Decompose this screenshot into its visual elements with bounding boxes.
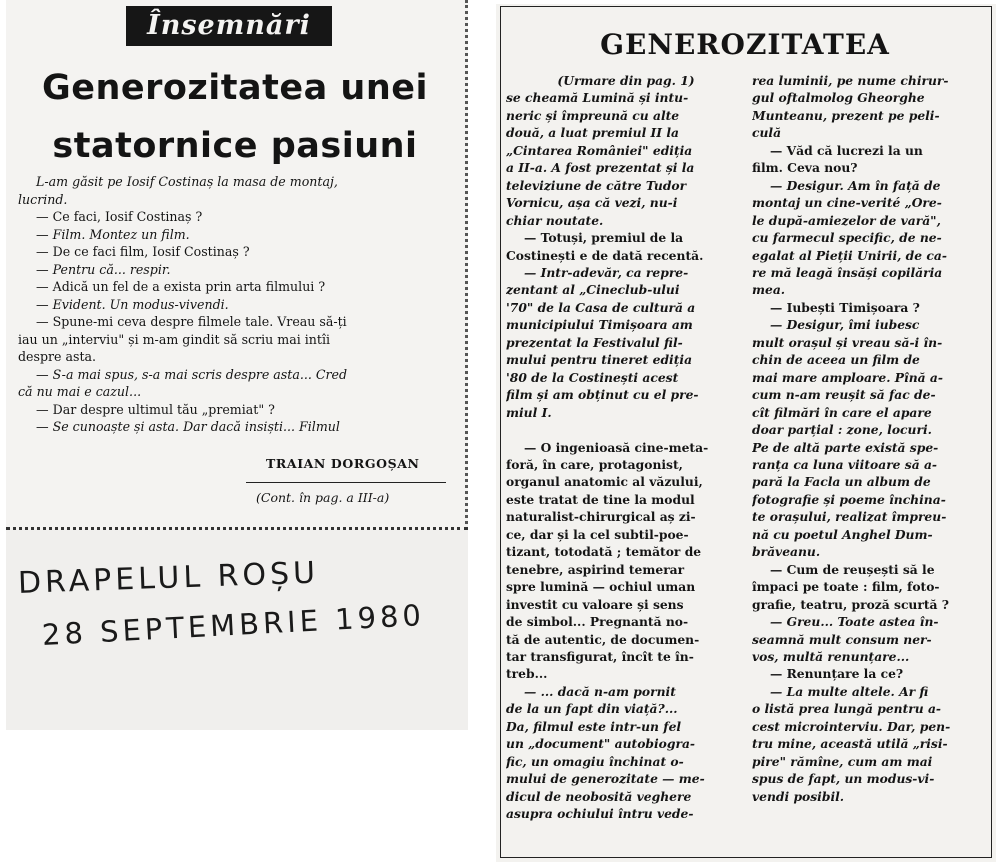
column-line: re mă leagă însăși copilăria xyxy=(752,264,943,280)
column-line: Pe de altă parte există spe- xyxy=(752,439,939,455)
column-line: — Văd că lucrezi la un xyxy=(770,142,923,158)
column-line: dicul de neobosită veghere xyxy=(506,788,692,804)
column-line: televiziune de către Tudor xyxy=(506,177,687,193)
column-line: treb... xyxy=(506,666,548,682)
column-line: brăveanu. xyxy=(752,544,821,560)
column-line: este tratat de tine la modul xyxy=(506,491,695,507)
article-line: — Dar despre ultimul tău „premiat" ? xyxy=(36,401,275,417)
column-line: mai mare amploare. Pînă a- xyxy=(752,369,943,385)
column-line: Costinești e de dată recentă. xyxy=(506,247,704,263)
column-line: fotografie și poeme închina- xyxy=(752,491,946,507)
column-line: se cheamă Lumină și intu- xyxy=(506,90,689,106)
column-line: „Cintarea României" ediția xyxy=(506,142,693,158)
column-line: tizant, totodată ; temător de xyxy=(506,544,702,560)
column-line: — Greu... Toate astea în- xyxy=(770,614,939,630)
column-line: '70" de la Casa de cultură a xyxy=(506,299,696,315)
article-line: — Pentru că... respir. xyxy=(36,261,171,277)
handwritten-publication: DRAPELUL ROȘU xyxy=(17,555,320,601)
article-line: — S-a mai spus, s-a mai scris despre asta... Cred xyxy=(36,366,348,382)
column-line: tar transfigurat, încît te în- xyxy=(506,648,694,664)
column-line: — Renunțare la ce? xyxy=(770,666,904,682)
column-line: cum n-am reușit să fac de- xyxy=(752,387,936,403)
article-line: despre asta. xyxy=(18,349,97,364)
column-line: organul anatomic al văzului, xyxy=(506,474,703,490)
column-line: tenebre, aspirind temerar xyxy=(506,561,685,577)
column-line: te orașului, realizat împreu- xyxy=(752,509,947,525)
section-tag: Însemnări xyxy=(126,6,332,46)
column-line: (Urmare din pag. 1) xyxy=(557,73,695,88)
column-line: — Totuși, premiul de la xyxy=(524,230,684,246)
article-line: — Adică un fel de a exista prin arta filmului ? xyxy=(36,279,326,294)
article-column-2 xyxy=(752,72,992,805)
column-line: culă xyxy=(752,125,782,141)
column-line: cît filmări în care el apare xyxy=(752,404,932,420)
column-line: — ... dacă n-am pornit xyxy=(524,683,676,699)
column-line: miul I. xyxy=(506,404,552,420)
column-line: mea. xyxy=(752,282,786,298)
column-line: doar parțial : zone, locuri. xyxy=(752,422,932,438)
column-line: municipiului Timișoara am xyxy=(506,317,693,333)
column-line: Da, filmul este intr-un fel xyxy=(506,718,682,734)
continuation-note: (Cont. în pag. a III-a) xyxy=(256,490,390,505)
column-line xyxy=(506,421,746,438)
column-line: film. Ceva nou? xyxy=(752,160,858,176)
article-line: — Evident. Un modus-vivendi. xyxy=(36,296,229,312)
article-line: — Se cunoaște și asta. Dar dacă insiști... Filmul xyxy=(36,419,340,434)
column-line: pară la Facla un album de xyxy=(752,474,931,490)
column-line: tru mine, această utilă „risi- xyxy=(752,736,948,752)
column-line: Vornicu, așa că vezi, nu-i xyxy=(506,195,678,211)
article-line: lucrind. xyxy=(18,191,68,207)
article-line: — Film. Montez un film. xyxy=(36,226,190,242)
column-line: chin de aceea un film de xyxy=(752,352,920,368)
column-line: prezentat la Festivalul fil- xyxy=(506,334,683,350)
column-line: cest microinterviu. Dar, pen- xyxy=(752,718,951,734)
continuation-title: GENEROZITATEA xyxy=(600,28,890,61)
column-line: de simbol... Pregnantă no- xyxy=(506,614,689,630)
column-line: vendi posibil. xyxy=(752,788,845,804)
column-line: de la un fapt din viață?... xyxy=(506,701,678,717)
column-line: rea luminii, pe nume chirur- xyxy=(752,73,949,88)
column-line: spus de fapt, un modus-vi- xyxy=(752,771,935,787)
article-line: — Spune-mi ceva despre filmele tale. Vreau să-ți xyxy=(36,314,347,329)
column-line: — Desigur, îmi iubesc xyxy=(770,317,920,333)
column-line: tă de autentic, de documen- xyxy=(506,631,700,647)
article-body-left xyxy=(18,173,448,436)
column-line: vos, multă renunțare... xyxy=(752,648,910,664)
column-line: neric și împreună cu alte xyxy=(506,107,680,123)
column-line: gul oftalmolog Gheorghe xyxy=(752,90,925,106)
column-line: — O ingenioasă cine-meta- xyxy=(524,439,709,455)
column-line: cu farmecul specific, de ne- xyxy=(752,230,942,246)
column-line: chiar noutate. xyxy=(506,212,604,228)
article-line: că nu mai e cazul... xyxy=(18,384,142,399)
article-line: iau un „interviu" și m-am gindit să scriu mai intîi xyxy=(18,331,331,347)
column-line: a II-a. A fost prezentat și la xyxy=(506,160,695,176)
column-line: două, a luat premiul II la xyxy=(506,125,679,141)
column-line: fic, un omagiu închinat o- xyxy=(506,753,684,769)
column-line: împaci pe toate : film, foto- xyxy=(752,579,940,595)
column-line: — Desigur. Am în față de xyxy=(770,177,941,193)
column-line: investit cu valoare și sens xyxy=(506,596,684,612)
column-line: zentant al „Cineclub-ului xyxy=(506,282,680,298)
column-line: egalat al Pieții Unirii, de ca- xyxy=(752,247,947,263)
column-line: mului pentru tineret ediția xyxy=(506,352,693,368)
article-line: — Ce faci, Iosif Costinaș ? xyxy=(36,209,203,224)
column-line: film și am obținut cu el pre- xyxy=(506,387,699,403)
column-line: mult orașul și vreau să-i în- xyxy=(752,334,943,350)
column-line: ranța ca luna viitoare să a- xyxy=(752,456,938,472)
byline-rule xyxy=(246,482,446,483)
article-column-1 xyxy=(506,72,746,822)
column-line: mului de generozitate — me- xyxy=(506,771,705,787)
clipping-edge-right xyxy=(465,0,468,530)
column-line: foră, în care, protagonist, xyxy=(506,456,683,472)
column-line: — Cum de reușești să le xyxy=(770,561,935,577)
handwritten-date: 28 SEPTEMBRIE 1980 xyxy=(41,597,426,652)
column-line: grafie, teatru, proză scurtă ? xyxy=(752,596,949,612)
byline: TRAIAN DORGOȘAN xyxy=(266,456,420,471)
column-line: asupra ochiului întru vede- xyxy=(506,806,694,822)
article-line: — De ce faci film, Iosif Costinaș ? xyxy=(36,244,250,259)
column-line: — Intr-adevăr, ca repre- xyxy=(524,264,689,280)
column-line: spre lumină — ochiul uman xyxy=(506,579,696,595)
column-line: nă cu poetul Anghel Dum- xyxy=(752,526,933,542)
column-line: ce, dar și la cel subtil-poe- xyxy=(506,526,689,542)
column-line: — Iubești Timișoara ? xyxy=(770,299,920,315)
column-line: le după-amiezelor de vară", xyxy=(752,212,941,228)
column-line: — La multe altele. Ar fi xyxy=(770,683,929,699)
headline-line-2: statornice pasiuni xyxy=(52,126,418,166)
column-line: '80 de la Costinești acest xyxy=(506,369,679,385)
headline-line-1: Generozitatea unei xyxy=(42,68,428,108)
column-line: o listă prea lungă pentru a- xyxy=(752,701,942,717)
column-line: un „document" autobiogra- xyxy=(506,736,696,752)
column-line: pire" rămîne, cum am mai xyxy=(752,753,933,769)
column-line: Munteanu, prezent pe peli- xyxy=(752,107,940,123)
column-line: naturalist-chirurgical aș zi- xyxy=(506,509,696,525)
column-line: montaj un cine-verité „Ore- xyxy=(752,195,942,211)
article-line: L-am găsit pe Iosif Costinaș la masa de montaj, xyxy=(36,174,338,189)
column-line: seamnă mult consum ner- xyxy=(752,631,932,647)
